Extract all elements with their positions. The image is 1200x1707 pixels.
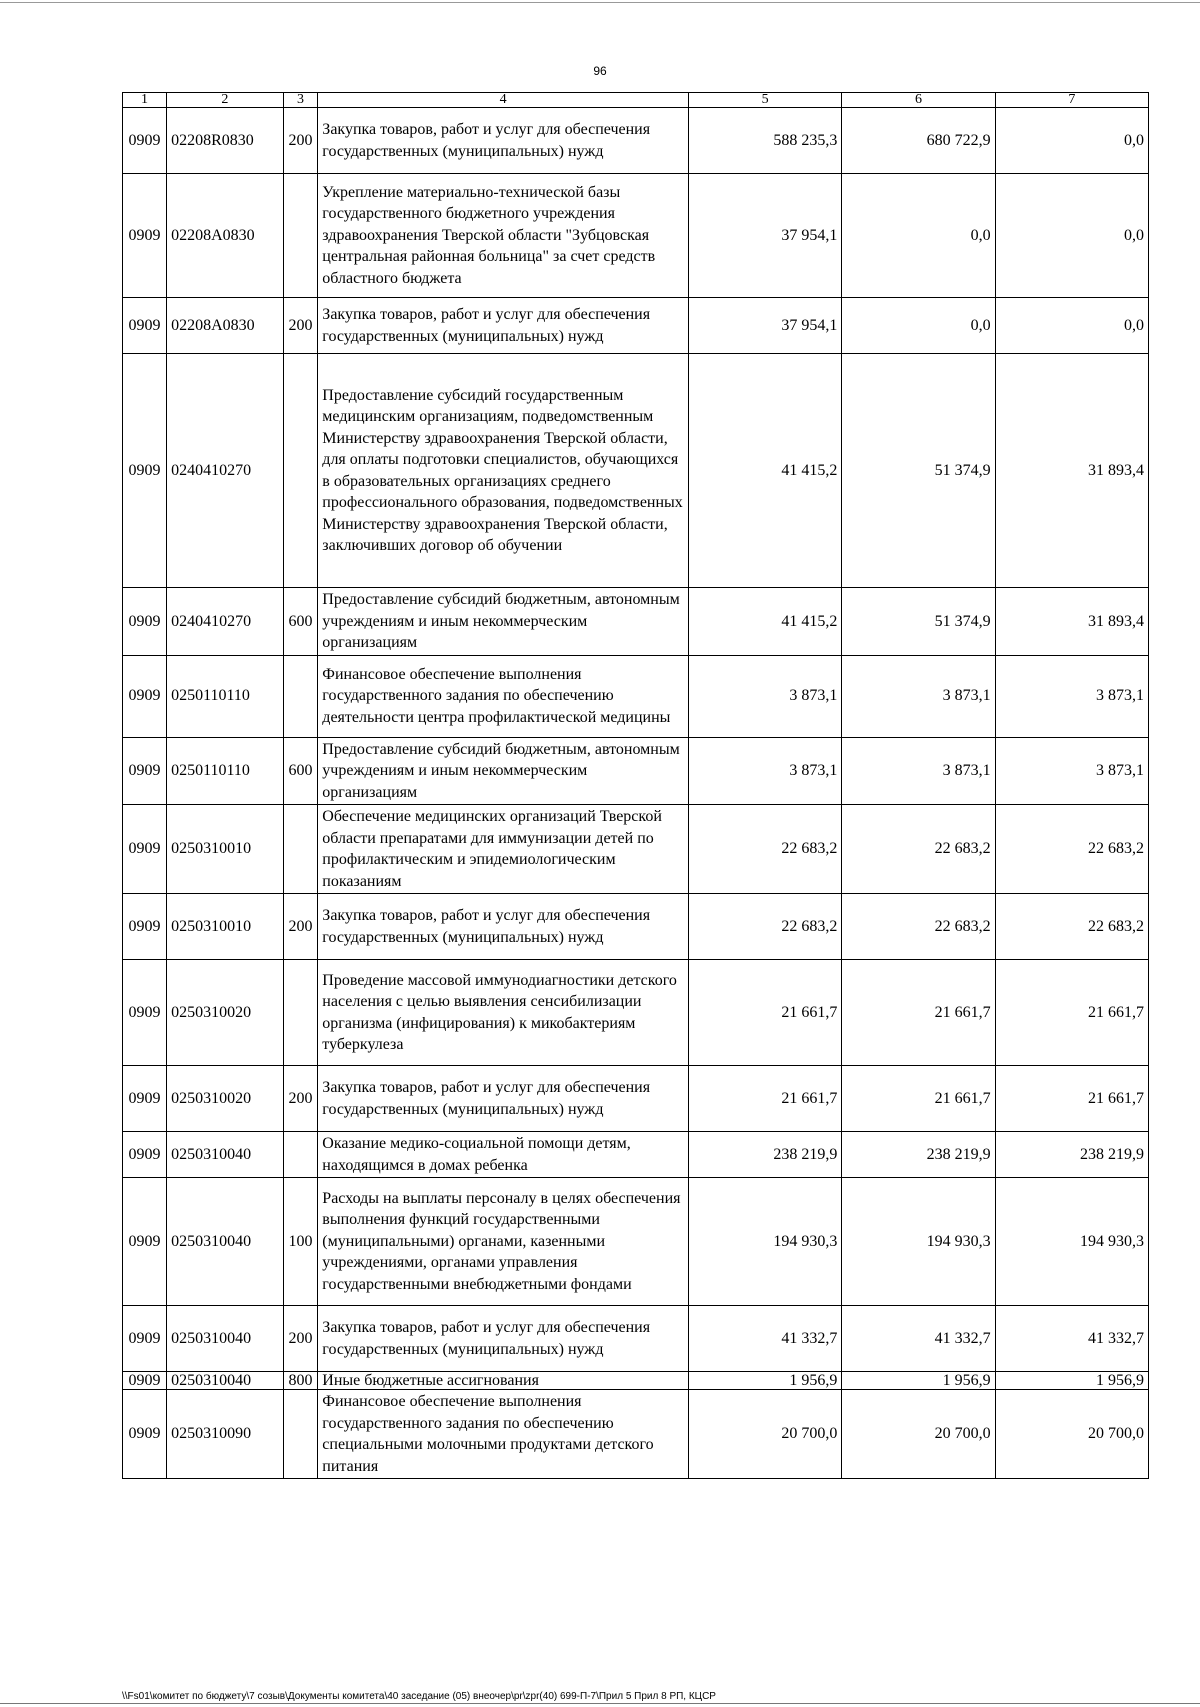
value-col6-cell: 680 722,9 (842, 108, 995, 174)
value-col6-cell: 51 374,9 (842, 588, 995, 656)
code-cell: 0240410270 (167, 354, 284, 588)
table-row (123, 1306, 1149, 1372)
code-cell: 02208A0830 (167, 298, 284, 354)
table-row (123, 1132, 1149, 1178)
value-col5-cell: 37 954,1 (689, 298, 842, 354)
scan-top-edge (0, 2, 1200, 3)
value-col6-cell: 20 700,0 (842, 1390, 995, 1479)
code-cell: 0250310040 (167, 1132, 284, 1178)
code-cell: 0250310040 (167, 1306, 284, 1372)
value-col5-cell: 3 873,1 (689, 655, 842, 737)
expense-type-cell (283, 805, 318, 894)
code-cell: 02208R0830 (167, 108, 284, 174)
code-cell: 0250110110 (167, 655, 284, 737)
section-cell: 0909 (123, 588, 167, 656)
table-row (123, 588, 1149, 656)
expense-type-cell (283, 174, 318, 298)
description-cell: Проведение массовой иммунодиагностики детского населения с целью выявления сенсибилизации организма (инфицирования) к микобактериям туберкулеза (318, 960, 689, 1066)
code-cell: 0250310040 (167, 1178, 284, 1306)
value-col5-cell: 41 415,2 (689, 588, 842, 656)
expense-type-cell: 600 (283, 588, 318, 656)
expense-type-cell: 200 (283, 1306, 318, 1372)
value-col6-cell: 21 661,7 (842, 960, 995, 1066)
section-cell: 0909 (123, 174, 167, 298)
value-col6-cell: 3 873,1 (842, 737, 995, 805)
expense-type-cell (283, 1132, 318, 1178)
table-row (123, 655, 1149, 737)
description-cell: Закупка товаров, работ и услуг для обеспечения государственных (муниципальных) нужд (318, 1066, 689, 1132)
section-cell: 0909 (123, 354, 167, 588)
description-cell: Иные бюджетные ассигнования (318, 1372, 689, 1390)
header-cell-6: 6 (842, 93, 995, 108)
value-col7-cell: 31 893,4 (995, 354, 1148, 588)
description-cell: Расходы на выплаты персоналу в целях обеспечения выполнения функций государственными (муниципальными) органами, казенными учреждениями, органами управления государственными внебюджетными фондами (318, 1178, 689, 1306)
budget-table (122, 92, 1149, 1479)
value-col5-cell: 22 683,2 (689, 805, 842, 894)
value-col5-cell: 3 873,1 (689, 737, 842, 805)
value-col6-cell: 0,0 (842, 298, 995, 354)
section-cell: 0909 (123, 1178, 167, 1306)
section-cell: 0909 (123, 1132, 167, 1178)
value-col5-cell: 21 661,7 (689, 960, 842, 1066)
description-cell: Закупка товаров, работ и услуг для обеспечения государственных (муниципальных) нужд (318, 894, 689, 960)
header-cell-5: 5 (689, 93, 842, 108)
value-col7-cell: 3 873,1 (995, 655, 1148, 737)
description-cell: Закупка товаров, работ и услуг для обеспечения государственных (муниципальных) нужд (318, 108, 689, 174)
value-col7-cell: 0,0 (995, 108, 1148, 174)
description-cell: Оказание медико-социальной помощи детям, находящимся в домах ребенка (318, 1132, 689, 1178)
section-cell: 0909 (123, 1306, 167, 1372)
table-row (123, 737, 1149, 805)
value-col7-cell: 41 332,7 (995, 1306, 1148, 1372)
value-col6-cell: 194 930,3 (842, 1178, 995, 1306)
header-cell-7: 7 (995, 93, 1148, 108)
section-cell: 0909 (123, 737, 167, 805)
section-cell: 0909 (123, 805, 167, 894)
expense-type-cell: 200 (283, 108, 318, 174)
section-cell: 0909 (123, 1390, 167, 1479)
table-row (123, 1066, 1149, 1132)
code-cell: 0240410270 (167, 588, 284, 656)
expense-type-cell (283, 1390, 318, 1479)
section-cell: 0909 (123, 1066, 167, 1132)
description-cell: Предоставление субсидий бюджетным, автономным учреждениям и иным некоммерческим организациям (318, 588, 689, 656)
code-cell: 02208A0830 (167, 174, 284, 298)
code-cell: 0250310010 (167, 894, 284, 960)
table-row (123, 805, 1149, 894)
code-cell: 0250310020 (167, 1066, 284, 1132)
header-cell-2: 2 (167, 93, 284, 108)
value-col6-cell: 22 683,2 (842, 805, 995, 894)
value-col5-cell: 194 930,3 (689, 1178, 842, 1306)
section-cell: 0909 (123, 655, 167, 737)
value-col5-cell: 20 700,0 (689, 1390, 842, 1479)
value-col7-cell: 0,0 (995, 298, 1148, 354)
description-cell: Предоставление субсидий государственным медицинским организациям, подведомственным Министерству здравоохранения Тверской области, для оплаты подготовки специалистов, обучающихся в образовательных организациях среднего профессионального образования, подведомственных Министерству здравоохранения Тверской области, заключивших договор об обучении (318, 354, 689, 588)
code-cell: 0250310010 (167, 805, 284, 894)
value-col7-cell: 21 661,7 (995, 960, 1148, 1066)
value-col6-cell: 41 332,7 (842, 1306, 995, 1372)
section-cell: 0909 (123, 298, 167, 354)
code-cell: 0250110110 (167, 737, 284, 805)
value-col7-cell: 0,0 (995, 174, 1148, 298)
description-cell: Укрепление материально-технической базы государственного бюджетного учреждения здравоохранения Тверской области "Зубцовская центральная районная больница" за счет средств областного бюджета (318, 174, 689, 298)
value-col5-cell: 37 954,1 (689, 174, 842, 298)
table-row (123, 354, 1149, 588)
expense-type-cell (283, 354, 318, 588)
expense-type-cell: 100 (283, 1178, 318, 1306)
value-col7-cell: 20 700,0 (995, 1390, 1148, 1479)
value-col6-cell: 22 683,2 (842, 894, 995, 960)
expense-type-cell: 600 (283, 737, 318, 805)
header-cell-4: 4 (318, 93, 689, 108)
value-col5-cell: 41 332,7 (689, 1306, 842, 1372)
value-col6-cell: 0,0 (842, 174, 995, 298)
description-cell: Финансовое обеспечение выполнения государственного задания по обеспечению специальными молочными продуктами детского питания (318, 1390, 689, 1479)
scan-bottom-edge (0, 1703, 1200, 1704)
section-cell: 0909 (123, 108, 167, 174)
value-col7-cell: 3 873,1 (995, 737, 1148, 805)
table-row (123, 894, 1149, 960)
header-row (123, 93, 1149, 108)
table-row (123, 1390, 1149, 1479)
table-row (123, 298, 1149, 354)
value-col6-cell: 51 374,9 (842, 354, 995, 588)
description-cell: Обеспечение медицинских организаций Тверской области препаратами для иммунизации детей по профилактическим и эпидемиологическим показаниям (318, 805, 689, 894)
description-cell: Предоставление субсидий бюджетным, автономным учреждениям и иным некоммерческим организациям (318, 737, 689, 805)
value-col7-cell: 1 956,9 (995, 1372, 1148, 1390)
section-cell: 0909 (123, 1372, 167, 1390)
table-row (123, 174, 1149, 298)
table-row (123, 1178, 1149, 1306)
expense-type-cell: 200 (283, 298, 318, 354)
value-col7-cell: 22 683,2 (995, 805, 1148, 894)
header-cell-3: 3 (283, 93, 318, 108)
file-path-footer: \\Fs01\комитет по бюджету\7 созыв\Документы комитета\40 заседание (05) внеочер\pr\zpr(40) 699-П-7\Прил 5 Прил 8 РП, КЦСР (122, 1691, 716, 1702)
code-cell: 0250310020 (167, 960, 284, 1066)
value-col7-cell: 194 930,3 (995, 1178, 1148, 1306)
value-col6-cell: 3 873,1 (842, 655, 995, 737)
table-row (123, 1372, 1149, 1390)
value-col5-cell: 588 235,3 (689, 108, 842, 174)
expense-type-cell: 800 (283, 1372, 318, 1390)
value-col6-cell: 21 661,7 (842, 1066, 995, 1132)
description-cell: Закупка товаров, работ и услуг для обеспечения государственных (муниципальных) нужд (318, 1306, 689, 1372)
expense-type-cell: 200 (283, 1066, 318, 1132)
value-col5-cell: 21 661,7 (689, 1066, 842, 1132)
value-col5-cell: 41 415,2 (689, 354, 842, 588)
code-cell: 0250310040 (167, 1372, 284, 1390)
value-col7-cell: 31 893,4 (995, 588, 1148, 656)
value-col7-cell: 22 683,2 (995, 894, 1148, 960)
page-number: 96 (593, 64, 607, 78)
table-row (123, 960, 1149, 1066)
value-col6-cell: 238 219,9 (842, 1132, 995, 1178)
table-row (123, 108, 1149, 174)
section-cell: 0909 (123, 894, 167, 960)
value-col5-cell: 1 956,9 (689, 1372, 842, 1390)
section-cell: 0909 (123, 960, 167, 1066)
expense-type-cell (283, 655, 318, 737)
expense-type-cell (283, 960, 318, 1066)
description-cell: Финансовое обеспечение выполнения государственного задания по обеспечению деятельности центра профилактической медицины (318, 655, 689, 737)
code-cell: 0250310090 (167, 1390, 284, 1479)
value-col6-cell: 1 956,9 (842, 1372, 995, 1390)
value-col7-cell: 21 661,7 (995, 1066, 1148, 1132)
expense-type-cell: 200 (283, 894, 318, 960)
header-cell-1: 1 (123, 93, 167, 108)
value-col5-cell: 238 219,9 (689, 1132, 842, 1178)
value-col5-cell: 22 683,2 (689, 894, 842, 960)
value-col7-cell: 238 219,9 (995, 1132, 1148, 1178)
description-cell: Закупка товаров, работ и услуг для обеспечения государственных (муниципальных) нужд (318, 298, 689, 354)
